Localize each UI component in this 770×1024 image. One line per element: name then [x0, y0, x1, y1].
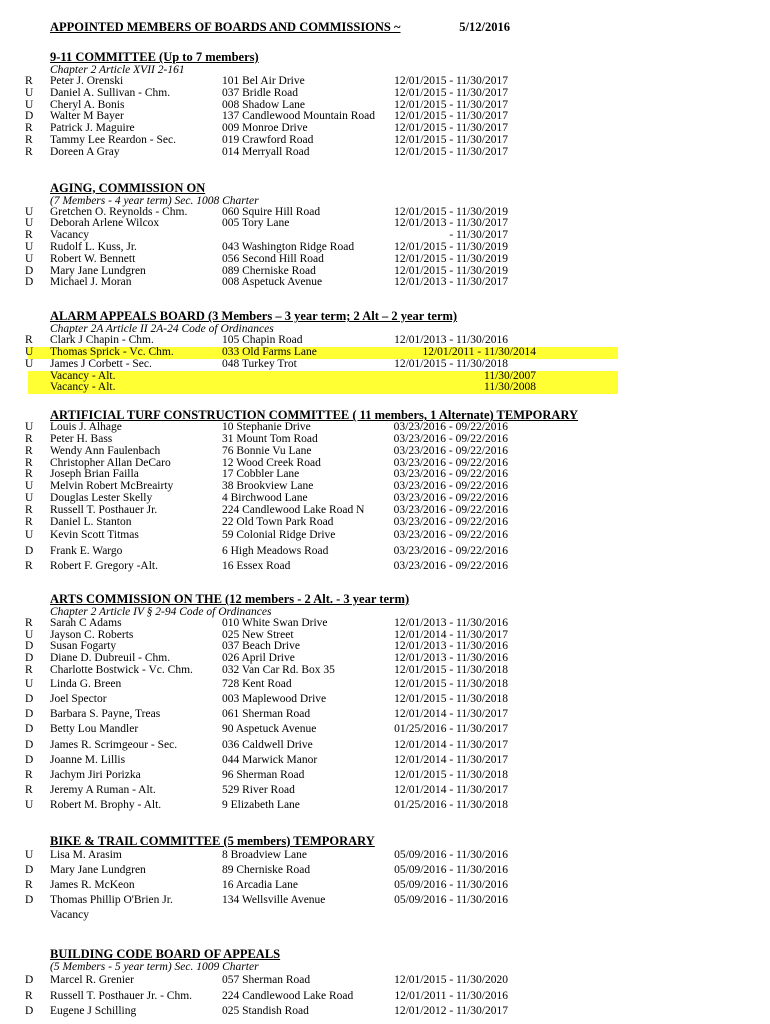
member-term: 12/01/2013 - 11/30/2017 [394, 217, 508, 230]
member-name: Barbara S. Payne, Treas [50, 708, 161, 721]
member-term: 11/30/2007 [484, 369, 536, 382]
member-address: 96 Sherman Road [222, 768, 305, 781]
member-term: 12/01/2015 - 11/30/2018 [394, 677, 508, 690]
member-address: 76 Bonnie Vu Lane [222, 444, 312, 457]
member-party: R [25, 468, 33, 481]
member-party: R [25, 145, 33, 158]
member-name: Peter H. Bass [50, 432, 113, 445]
member-term: 03/23/2016 - 09/22/2016 [393, 503, 508, 516]
member-address: 59 Colonial Ridge Drive [222, 529, 336, 542]
member-row [0, 665, 770, 677]
member-address: 16 Essex Road [222, 559, 291, 572]
member-address: 060 Squire Hill Road [222, 205, 321, 218]
member-name: James R. Scrimgeour - Sec. [50, 738, 178, 751]
member-row [0, 848, 770, 863]
member-term: 03/23/2016 - 09/22/2016 [393, 444, 508, 457]
member-address: 056 Second Hill Road [222, 252, 324, 265]
member-term: - 11/30/2017 [449, 229, 508, 242]
member-party: U [25, 252, 34, 265]
member-term: 12/01/2015 - 11/30/2018 [394, 693, 508, 706]
member-term: 05/09/2016 - 11/30/2016 [394, 878, 508, 891]
member-name: Doreen A Gray [50, 145, 120, 158]
member-name: Linda G. Breen [50, 677, 122, 690]
member-term: 12/01/2015 - 11/30/2019 [394, 205, 508, 218]
member-term: 12/01/2015 - 11/30/2017 [394, 110, 508, 123]
member-party: D [25, 640, 34, 653]
member-address: 044 Marwick Manor [222, 753, 318, 766]
member-name: Mary Jane Lundgren [50, 863, 146, 876]
member-address: 8 Broadview Lane [222, 848, 307, 861]
member-term: 12/01/2014 - 11/30/2017 [394, 708, 508, 721]
member-term: 12/01/2015 - 11/30/2017 [394, 145, 508, 158]
member-term: 12/01/2014 - 11/30/2017 [394, 753, 508, 766]
member-row [0, 254, 770, 266]
member-name: Frank E. Wargo [50, 544, 123, 557]
member-name: Louis J. Alhage [50, 421, 122, 434]
member-address: 008 Shadow Lane [222, 98, 306, 111]
member-term: 12/01/2013 - 11/30/2016 [394, 334, 508, 347]
member-party: D [25, 276, 34, 289]
member-term: 12/01/2013 - 11/30/2016 [394, 640, 508, 653]
member-name: Joanne M. Lillis [50, 753, 126, 766]
member-party: D [25, 863, 34, 876]
member-party: U [25, 480, 34, 493]
member-row [0, 722, 770, 737]
member-party: U [25, 799, 34, 812]
section-title: BUILDING CODE BOARD OF APPEALS [50, 947, 281, 962]
member-row [0, 446, 770, 458]
member-term: 12/01/2015 - 11/30/2017 [394, 75, 508, 87]
member-party: U [25, 240, 34, 253]
member-name: Deborah Arlene Wilcox [50, 217, 160, 230]
member-row [0, 768, 770, 783]
member-row [28, 382, 618, 394]
member-party: R [25, 334, 33, 347]
member-row [0, 359, 770, 371]
member-term: 12/01/2015 - 11/30/2019 [394, 252, 508, 265]
member-term: 12/01/2015 - 11/30/2019 [394, 240, 508, 253]
member-term: 12/01/2013 - 11/30/2016 [394, 616, 508, 629]
section-subtitle: (7 Members - 4 year term) Sec. 1008 Charter [50, 194, 259, 207]
member-address: 057 Sherman Road [222, 974, 311, 987]
member-name: Jachym Jiri Porizka [50, 768, 141, 781]
member-term: 03/23/2016 - 09/22/2016 [393, 456, 508, 469]
member-row [0, 422, 770, 434]
board-section [0, 947, 770, 1019]
member-name: Douglas Lester Skelly [50, 491, 153, 504]
member-address: 105 Chapin Road [222, 334, 303, 347]
member-term: 03/23/2016 - 09/22/2016 [393, 544, 508, 557]
member-row [0, 878, 770, 893]
member-party: R [25, 784, 33, 797]
member-row [0, 677, 770, 692]
section-title: ALARM APPEALS BOARD (3 Members – 3 year term; 2 Alt – 2 year term) [50, 309, 458, 324]
member-party: U [25, 421, 34, 434]
member-row [0, 1004, 770, 1019]
member-address: 043 Washington Ridge Road [222, 240, 355, 253]
member-address: 014 Merryall Road [222, 145, 310, 158]
member-row [25, 345, 618, 359]
member-party: R [25, 456, 33, 469]
member-name: Russell T. Posthauer Jr. [50, 503, 158, 516]
member-address: 224 Candlewood Lake Road N [222, 503, 365, 516]
page-header [50, 20, 510, 35]
member-party: D [25, 110, 34, 123]
member-name: Kevin Scott Titmas [50, 529, 139, 542]
member-term: 05/09/2016 - 11/30/2016 [394, 894, 508, 907]
member-address: 037 Bridle Road [222, 86, 299, 99]
member-name: James J Corbett - Sec. [50, 357, 152, 370]
member-row [0, 242, 770, 254]
section-subtitle: Chapter 2A Article II 2A-24 Code of Ordinances [50, 323, 274, 336]
member-row [0, 559, 770, 574]
member-party: R [25, 878, 33, 891]
member-party: R [25, 515, 33, 528]
member-address: 22 Old Town Park Road [222, 515, 334, 528]
member-address: 16 Arcadia Lane [222, 878, 298, 891]
section-title: BIKE & TRAIL COMMITTEE (5 members) TEMPORARY [50, 833, 375, 848]
member-name: Rudolf L. Kuss, Jr. [50, 240, 137, 253]
member-party: R [25, 664, 33, 677]
member-party: R [25, 989, 33, 1002]
member-address: 025 Standish Road [222, 1004, 309, 1017]
member-party: U [25, 628, 34, 641]
member-address: 9 Elizabeth Lane [222, 799, 300, 812]
member-party: U [25, 677, 34, 690]
board-section [0, 592, 770, 814]
member-party: R [25, 444, 33, 457]
member-name: Christopher Allan DeCaro [50, 456, 171, 469]
member-term: 12/01/2011 - 11/30/2014 [422, 345, 536, 358]
member-address: 529 River Road [222, 784, 295, 797]
member-party: U [25, 98, 34, 111]
member-address: 728 Kent Road [222, 677, 292, 690]
member-term: 03/23/2016 - 09/22/2016 [393, 468, 508, 481]
member-party: U [25, 205, 34, 218]
member-term: 12/01/2012 - 11/30/2017 [394, 1004, 508, 1017]
member-name: Daniel L. Stanton [50, 515, 132, 528]
member-party: R [25, 75, 33, 87]
member-name: James R. McKeon [50, 878, 135, 891]
member-name: Jayson C. Roberts [50, 628, 134, 641]
member-term: 12/01/2015 - 11/30/2018 [394, 664, 508, 677]
member-name: Betty Lou Mandler [50, 723, 139, 736]
member-name: Thomas Sprick - Vc. Chm. [50, 345, 174, 358]
member-party: U [25, 529, 34, 542]
member-row [0, 493, 770, 505]
member-party: D [25, 708, 34, 721]
member-address: 032 Van Car Rd. Box 35 [222, 664, 335, 677]
member-row [0, 135, 770, 147]
member-address: 010 White Swan Drive [222, 616, 328, 629]
member-name: Peter J. Orenski [50, 75, 124, 87]
member-term: 01/25/2016 - 11/30/2018 [394, 799, 508, 812]
member-name: Wendy Ann Faulenbach [50, 444, 161, 457]
member-name: Robert M. Brophy - Alt. [50, 799, 162, 812]
document-date: 5/12/2016 [459, 20, 510, 34]
member-row [0, 277, 770, 289]
member-row [0, 908, 770, 923]
member-name: Mary Jane Lundgren [50, 264, 146, 277]
member-address: 037 Beach Drive [222, 640, 300, 653]
member-party: U [25, 86, 34, 99]
section-title: ARTS COMMISSION ON THE (12 members - 2 Alt. - 3 year term) [50, 591, 410, 606]
member-address: 31 Mount Tom Road [222, 432, 318, 445]
member-address: 38 Brookview Lane [222, 480, 314, 493]
member-party: D [25, 738, 34, 751]
member-term: 03/23/2016 - 09/22/2016 [393, 432, 508, 445]
member-name: Tammy Lee Reardon - Sec. [50, 133, 176, 146]
member-row [0, 989, 770, 1004]
member-address: 10 Stephanie Drive [222, 421, 311, 434]
member-address: 4 Birchwood Lane [222, 491, 308, 504]
member-term: 12/01/2014 - 11/30/2017 [394, 784, 508, 797]
member-row [0, 753, 770, 768]
section-subtitle: Chapter 2 Article XVII 2-161 [50, 64, 185, 76]
member-name: Patrick J. Maguire [50, 122, 135, 135]
board-section [0, 50, 770, 159]
member-row [0, 707, 770, 722]
member-name: Joseph Brian Failla [50, 468, 139, 481]
member-party: U [25, 848, 34, 861]
member-term: 12/01/2015 - 11/30/2018 [394, 768, 508, 781]
member-party: R [25, 559, 33, 572]
member-term: 03/23/2016 - 09/22/2016 [393, 529, 508, 542]
member-row [0, 434, 770, 446]
member-party: U [25, 357, 34, 370]
member-address: 036 Caldwell Drive [222, 738, 313, 751]
member-name: Russell T. Posthauer Jr. - Chm. [50, 989, 193, 1002]
member-term: 01/25/2016 - 11/30/2017 [394, 723, 508, 736]
member-term: 12/01/2015 - 11/30/2018 [394, 357, 508, 370]
member-name: Vacancy - Alt. [50, 369, 116, 382]
member-party: R [25, 503, 33, 516]
member-address: 048 Turkey Trot [222, 357, 297, 370]
member-party: R [25, 229, 33, 242]
member-address: 224 Candlewood Lake Road [222, 989, 354, 1002]
board-section [0, 834, 770, 924]
member-name: Robert W. Bennett [50, 252, 136, 265]
member-row [0, 738, 770, 753]
section-title: AGING, COMMISSION ON [50, 180, 206, 195]
member-row [0, 88, 770, 100]
member-party: D [25, 544, 34, 557]
member-term: 12/01/2013 - 11/30/2016 [394, 652, 508, 665]
member-address: 17 Cobbler Lane [222, 468, 300, 481]
member-name: Cheryl A. Bonis [50, 98, 125, 111]
member-name: Charlotte Bostwick - Vc. Chm. [50, 664, 193, 677]
board-section [0, 408, 770, 574]
member-term: 12/01/2011 - 11/30/2016 [394, 989, 508, 1002]
member-address: 005 Tory Lane [222, 217, 290, 230]
member-row [0, 528, 770, 543]
member-term: 03/23/2016 - 09/22/2016 [393, 421, 508, 434]
member-party: D [25, 753, 34, 766]
member-party: D [25, 974, 34, 987]
member-name: Melvin Robert McBreairty [50, 480, 174, 493]
board-section [0, 181, 770, 290]
member-name: Lisa M. Arasim [50, 848, 122, 861]
member-row [0, 218, 770, 230]
member-term: 03/23/2016 - 09/22/2016 [393, 491, 508, 504]
boards-list [0, 50, 770, 1019]
member-term: 12/01/2015 - 11/30/2020 [394, 974, 508, 987]
member-party: D [25, 1004, 34, 1017]
member-row [0, 147, 770, 159]
member-term: 12/01/2014 - 11/30/2017 [394, 738, 508, 751]
member-party: D [25, 894, 34, 907]
member-term: 05/09/2016 - 11/30/2016 [394, 848, 508, 861]
member-name: Gretchen O. Reynolds - Chm. [50, 205, 188, 218]
member-name: Vacancy [50, 229, 89, 242]
member-party: D [25, 652, 34, 665]
member-name: Walter M Bayer [50, 110, 124, 123]
member-address: 008 Aspetuck Avenue [222, 276, 323, 289]
member-term: 03/23/2016 - 09/22/2016 [393, 480, 508, 493]
member-name: Michael J. Moran [50, 276, 132, 289]
member-term: 12/01/2015 - 11/30/2017 [394, 98, 508, 111]
member-party: R [25, 768, 33, 781]
member-row [0, 863, 770, 878]
member-row [0, 517, 770, 529]
member-address: 089 Cherniske Road [222, 264, 316, 277]
member-name: Thomas Phillip O'Brien Jr. [50, 894, 173, 907]
member-party: U [25, 345, 34, 358]
member-row [0, 692, 770, 707]
member-party: R [25, 122, 33, 135]
member-name: Daniel A. Sullivan - Chm. [50, 86, 171, 99]
member-party: U [25, 491, 34, 504]
section-title: ARTIFICIAL TURF CONSTRUCTION COMMITTEE ( 11 members, 1 Alternate) TEMPORARY [50, 408, 579, 423]
section-subtitle: Chapter 2 Article IV § 2-94 Code of Ordinances [50, 605, 272, 618]
member-address: 12 Wood Creek Road [222, 456, 321, 469]
section-subtitle: (5 Members - 5 year term) Sec. 1009 Charter [50, 961, 259, 974]
member-row [0, 544, 770, 559]
member-party: D [25, 723, 34, 736]
member-term: 12/01/2014 - 11/30/2017 [394, 628, 508, 641]
member-row [0, 618, 770, 630]
document-title: APPOINTED MEMBERS OF BOARDS AND COMMISSIONS ~ [50, 20, 401, 34]
member-term: 03/23/2016 - 09/22/2016 [393, 559, 508, 572]
member-party: R [25, 432, 33, 445]
member-row [0, 798, 770, 813]
member-term: 03/23/2016 - 09/22/2016 [393, 515, 508, 528]
member-name: Susan Fogarty [50, 640, 117, 653]
member-address: 90 Aspetuck Avenue [222, 723, 317, 736]
member-address: 003 Maplewood Drive [222, 693, 327, 706]
member-address: 061 Sherman Road [222, 708, 311, 721]
member-address: 89 Cherniske Road [222, 863, 311, 876]
member-address: 033 Old Farms Lane [222, 345, 317, 358]
member-name: Eugene J Schilling [50, 1004, 137, 1017]
member-address: 025 New Street [222, 628, 294, 641]
member-row [0, 505, 770, 517]
member-address: 6 High Meadows Road [222, 544, 329, 557]
member-term: 12/01/2013 - 11/30/2017 [394, 276, 508, 289]
member-term: 12/01/2015 - 11/30/2017 [394, 86, 508, 99]
member-party: U [25, 217, 34, 230]
member-party: D [25, 264, 34, 277]
member-address: 009 Monroe Drive [222, 122, 308, 135]
section-title: 9-11 COMMITTEE (Up to 7 members) [50, 50, 259, 64]
member-term: 11/30/2008 [484, 381, 536, 394]
member-party: R [25, 616, 33, 629]
member-name: Marcel R. Grenier [50, 974, 134, 987]
member-party: R [25, 133, 33, 146]
member-address: 019 Crawford Road [222, 133, 314, 146]
member-name: Vacancy - Alt. [50, 381, 116, 394]
member-term: 12/01/2015 - 11/30/2017 [394, 133, 508, 146]
member-name: Robert F. Gregory -Alt. [50, 559, 158, 572]
member-row [0, 973, 770, 988]
member-row [0, 893, 770, 908]
member-name: Vacancy [50, 909, 89, 922]
member-party: D [25, 693, 34, 706]
member-name: Sarah C Adams [50, 616, 122, 629]
member-name: Joel Spector [50, 693, 107, 706]
member-name: Clark J Chapin - Chm. [50, 334, 154, 347]
member-address: 137 Candlewood Mountain Road [222, 110, 375, 123]
member-address: 101 Bel Air Drive [222, 75, 305, 87]
member-name: Jeremy A Ruman - Alt. [50, 784, 156, 797]
member-term: 12/01/2015 - 11/30/2019 [394, 264, 508, 277]
member-term: 05/09/2016 - 11/30/2016 [394, 863, 508, 876]
board-section [0, 309, 770, 394]
member-name: Diane D. Dubreuil - Chm. [50, 652, 171, 665]
member-address: 134 Wellsville Avenue [222, 894, 326, 907]
member-term: 12/01/2015 - 11/30/2017 [394, 122, 508, 135]
member-row [0, 783, 770, 798]
member-address: 026 April Drive [222, 652, 295, 665]
